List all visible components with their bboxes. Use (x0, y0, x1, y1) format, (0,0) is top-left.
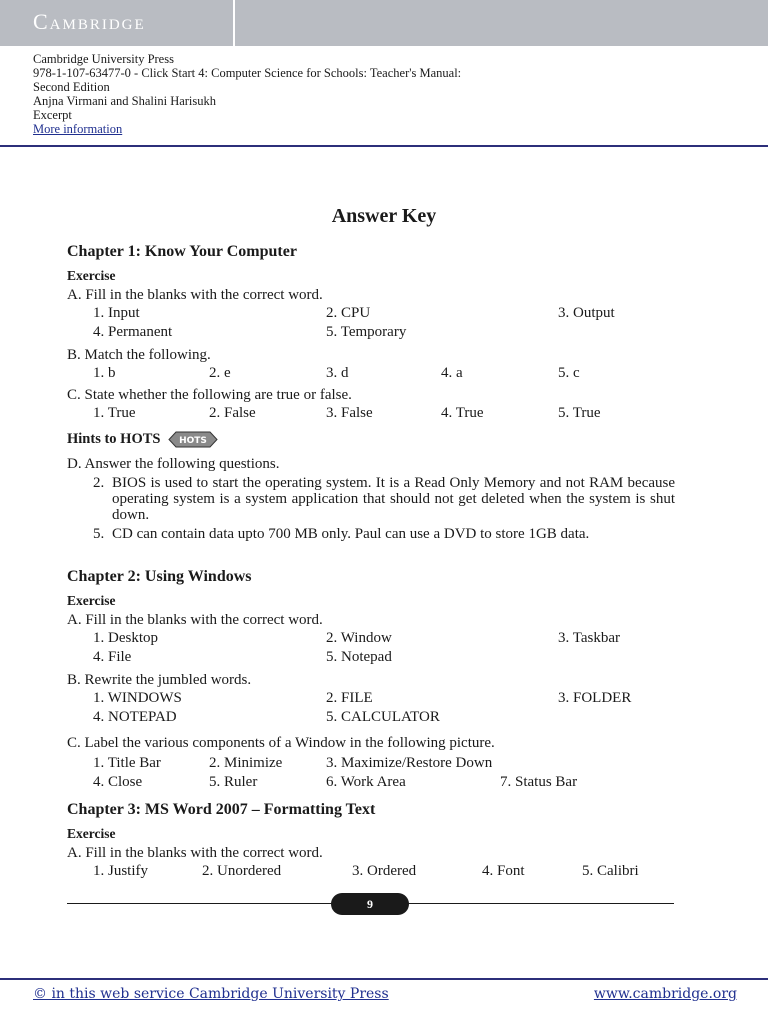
chapter1-d-answer-5 (93, 526, 675, 542)
answer-item: 3. Maximize/Restore Down (326, 755, 493, 771)
answer-item: 1. Title Bar (93, 755, 161, 771)
answer-item: 1. Justify (93, 863, 149, 879)
footer-divider (0, 978, 768, 980)
answer-item: 5. Notepad (326, 649, 392, 665)
answer-item: 5. c (558, 365, 580, 381)
answer-number: 5. (93, 526, 105, 542)
answer-text: BIOS is used to start the operating system. It is a Read Only Memory and not RAM because operating system is a system application that should not get deleted when the system is shut down. (112, 475, 675, 523)
chapter2-exercise: Exercise (67, 593, 116, 608)
answer-item: 1. WINDOWS (93, 690, 182, 706)
chapter3-a-answers (0, 863, 768, 881)
answer-item: 6. Work Area (326, 774, 406, 790)
answer-item: 3. False (326, 405, 373, 421)
answer-item: 5. Temporary (326, 324, 407, 340)
answer-item: 4. Font (482, 863, 525, 879)
chapter2-a-answers-row2 (0, 649, 768, 667)
answer-item: 4. True (441, 405, 484, 421)
chapter2-b-answers-row2 (0, 709, 768, 727)
chapter1-question-b: B. Match the following. (67, 347, 211, 363)
answer-item: 2. Window (326, 630, 392, 646)
website-link[interactable]: www.cambridge.org (593, 986, 737, 1002)
chapter2-question-c: C. Label the various components of a Window in the following picture. (67, 735, 495, 751)
answer-item: 2. False (209, 405, 256, 421)
answer-item: 1. Desktop (93, 630, 158, 646)
chapter1-b-answers (0, 365, 768, 383)
chapter1-question-a: A. Fill in the blanks with the correct word. (67, 287, 323, 303)
chapter2-a-answers-row1 (0, 630, 768, 648)
chapter3-exercise: Exercise (67, 826, 116, 841)
hots-heading (67, 431, 218, 448)
answer-item: 4. File (93, 649, 132, 665)
isbn-title: 978-1-107-63477-0 - Click Start 4: Computer Science for Schools: Teacher's Manual: (33, 66, 462, 80)
header-divider (0, 145, 768, 147)
answer-item: 4. a (441, 365, 463, 381)
chapter2-c-answers-row2 (0, 774, 768, 792)
answer-item: 2. CPU (326, 305, 371, 321)
more-information-link[interactable]: More information (33, 122, 123, 136)
answer-item: 5. Ruler (209, 774, 258, 790)
answer-item: 1. b (93, 365, 116, 381)
answer-item: 7. Status Bar (500, 774, 578, 790)
excerpt-label: Excerpt (33, 108, 72, 122)
answer-item: 2. e (209, 365, 231, 381)
answer-item: 3. d (326, 365, 349, 381)
book-metadata (33, 52, 733, 136)
answer-item: 5. CALCULATOR (326, 709, 440, 725)
answer-number: 2. (93, 475, 105, 491)
chapter2-b-answers-row1 (0, 690, 768, 708)
answer-item: 4. Close (93, 774, 143, 790)
hots-badge-label: HOTS (179, 436, 207, 447)
chapter2-question-a: A. Fill in the blanks with the correct word. (67, 612, 323, 628)
chapter1-a-answers-row1 (0, 305, 768, 323)
chapter1-question-c: C. State whether the following are true or false. (67, 387, 352, 403)
answer-item: 3. FOLDER (558, 690, 632, 706)
hots-heading-label: Hints to HOTS (67, 431, 161, 447)
copyright-link[interactable]: © in this web service Cambridge University Press (33, 986, 389, 1002)
answer-item: 4. Permanent (93, 324, 173, 340)
answer-item: 2. Minimize (209, 755, 283, 771)
answer-item: 5. True (558, 405, 601, 421)
publisher: Cambridge University Press (33, 52, 174, 66)
chapter1-d-answer-2 (93, 475, 675, 523)
answer-item: 5. Calibri (582, 863, 639, 879)
chapter1-a-answers-row2 (0, 324, 768, 342)
header-bar (0, 0, 768, 46)
brand-divider (233, 0, 235, 46)
chapter1-question-d: D. Answer the following questions. (67, 456, 280, 472)
answer-item: 1. Input (93, 305, 140, 321)
chapter2-question-b: B. Rewrite the jumbled words. (67, 672, 252, 688)
answer-item: 4. NOTEPAD (93, 709, 177, 725)
answer-item: 2. Unordered (202, 863, 282, 879)
chapter1-c-answers (0, 405, 768, 423)
chapter3-heading: Chapter 3: MS Word 2007 – Formatting Text (67, 801, 376, 818)
chapter1-heading: Chapter 1: Know Your Computer (67, 243, 297, 260)
answer-item: 3. Ordered (352, 863, 417, 879)
chapter2-heading: Chapter 2: Using Windows (67, 568, 252, 585)
answer-text: CD can contain data upto 700 MB only. Paul can use a DVD to store 1GB data. (112, 526, 590, 542)
answer-item: 3. Taskbar (558, 630, 620, 646)
chapter1-exercise: Exercise (67, 268, 116, 283)
chapter3-question-a: A. Fill in the blanks with the correct word. (67, 845, 323, 861)
answer-item: 2. FILE (326, 690, 373, 706)
brand-logo: Cambridge (33, 9, 146, 34)
page-title: Answer Key (331, 205, 437, 227)
authors: Anjna Virmani and Shalini Harisukh (33, 94, 217, 108)
chapter2-c-answers-row1 (0, 755, 768, 773)
answer-item: 3. Output (558, 305, 615, 321)
answer-item: 1. True (93, 405, 136, 421)
hots-badge-icon (168, 431, 218, 448)
page-number: 9 (331, 893, 409, 915)
edition: Second Edition (33, 80, 110, 94)
